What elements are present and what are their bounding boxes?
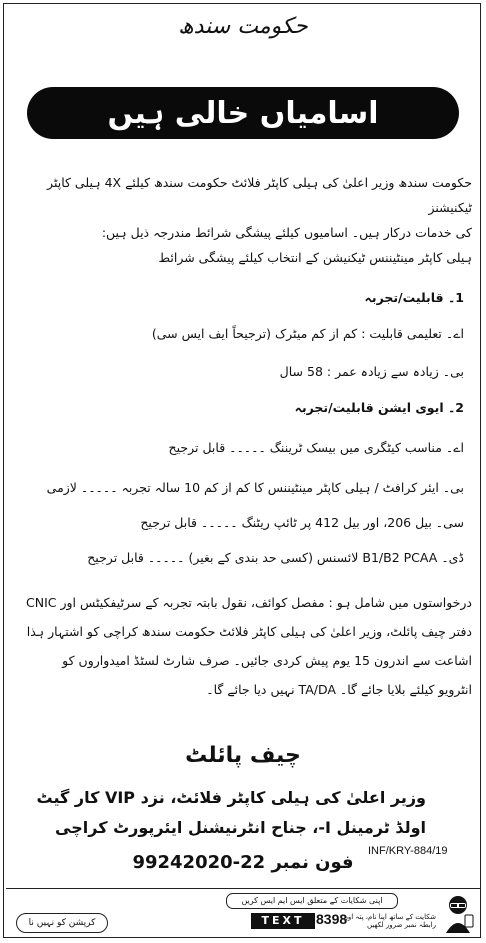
intro-paragraph: [14, 170, 472, 270]
sms-label: TEXT: [251, 913, 315, 929]
address-line-2: اولڈ ٹرمینل I-، جناح انٹرنیشنل ایئرپورٹ کراچی: [55, 818, 426, 837]
intro-line: حکومت سندھ وزیر اعلیٰ کی ہیلی کاپٹر فلائٹ حکومت سندھ کیلئے 4X ہیلی کاپٹر ٹیکنیشنز: [47, 175, 472, 215]
phone-number: فون نمبر 22-99242020: [132, 852, 354, 873]
intro-line: ہیلی کاپٹر مینٹیننس ٹیکنیشن کے انتخاب کیلئے پیشگی شرائط: [158, 250, 472, 265]
ref-number: INF/KRY-884/19: [368, 845, 448, 857]
footer-strip: [6, 888, 480, 937]
closing-line: اشاعت سے اندرون 15 یوم پیش کردی جائیں۔ صرف شارٹ لسٹڈ امیدواروں کو: [62, 653, 472, 668]
section2-item-c: سی۔ بیل 206، اور بیل 412 پر ٹائپ ریٹنگ ۔۔۔۔۔ قابل ترجیح: [140, 515, 464, 530]
vacancies-banner: [27, 87, 459, 139]
anti-corruption-pill: کرپشن کو نہیں نا: [16, 913, 108, 933]
mascot-icon: [441, 893, 475, 933]
address-line-1: وزیر اعلیٰ کی ہیلی کاپٹر فلائٹ، نزد VIP کار گیٹ: [36, 788, 426, 807]
section2-item-d: ڈی۔ B1/B2 PCAA لائسنس (کسی حد بندی کے بغیر) ۔۔۔۔۔ قابل ترجیح: [87, 550, 464, 565]
closing-line: درخواستوں میں شامل ہو : مفصل کوائف، نقول بابتہ تجربہ کے سرٹیفکیٹس اور CNIC: [26, 595, 472, 610]
complaint-text-box: اپنی شکایات کے متعلق ایس ایم ایس کریں: [226, 893, 398, 909]
sms-number: 8398: [316, 911, 348, 927]
section1-item-a: اے۔ تعلیمی قابلیت : کم از کم میٹرک (ترجیحاً ایف ایس سی): [151, 326, 464, 341]
closing-paragraph: [14, 588, 472, 704]
section1-item-b: بی۔ زیادہ سے زیادہ عمر : 58 سال: [279, 364, 464, 379]
banner-text: اسامیاں خالی ہیں: [107, 95, 379, 131]
closing-line: انٹرویو کیلئے بلایا جائے گا۔ TA/DA نہیں دیا جائے گا۔: [206, 682, 472, 697]
footer-note: شکایت کے ساتھ اپنا نام، پتہ اور رابطہ نمبر ضرور لکھیں: [344, 913, 436, 929]
section2-item-b: بی۔ ایئر کرافٹ / ہیلی کاپٹر مینٹیننس کا کم از کم 10 سالہ تجربہ ۔۔۔۔۔ لازمی: [46, 480, 464, 495]
section1-title: 1۔ قابلیت/تجربہ: [364, 290, 464, 305]
closing-line: دفتر چیف پائلٹ، وزیر اعلیٰ کی ہیلی کاپٹر فلائٹ حکومت سندھ کراچی کو اشتہار ہذا: [26, 624, 472, 639]
section2-item-a: اے۔ مناسب کیٹگری میں بیسک ٹریننگ ۔۔۔۔۔ قابل ترجیح: [168, 440, 464, 455]
govt-heading: حکومت سندھ: [178, 14, 308, 39]
chief-pilot-title: چیف پائلٹ: [185, 743, 301, 768]
intro-line: کی خدمات درکار ہیں۔ اسامیوں کیلئے پیشگی شرائط مندرجہ ذیل ہیں:: [101, 225, 472, 240]
section2-title: 2۔ ایوی ایشن قابلیت/تجربہ: [294, 400, 464, 415]
